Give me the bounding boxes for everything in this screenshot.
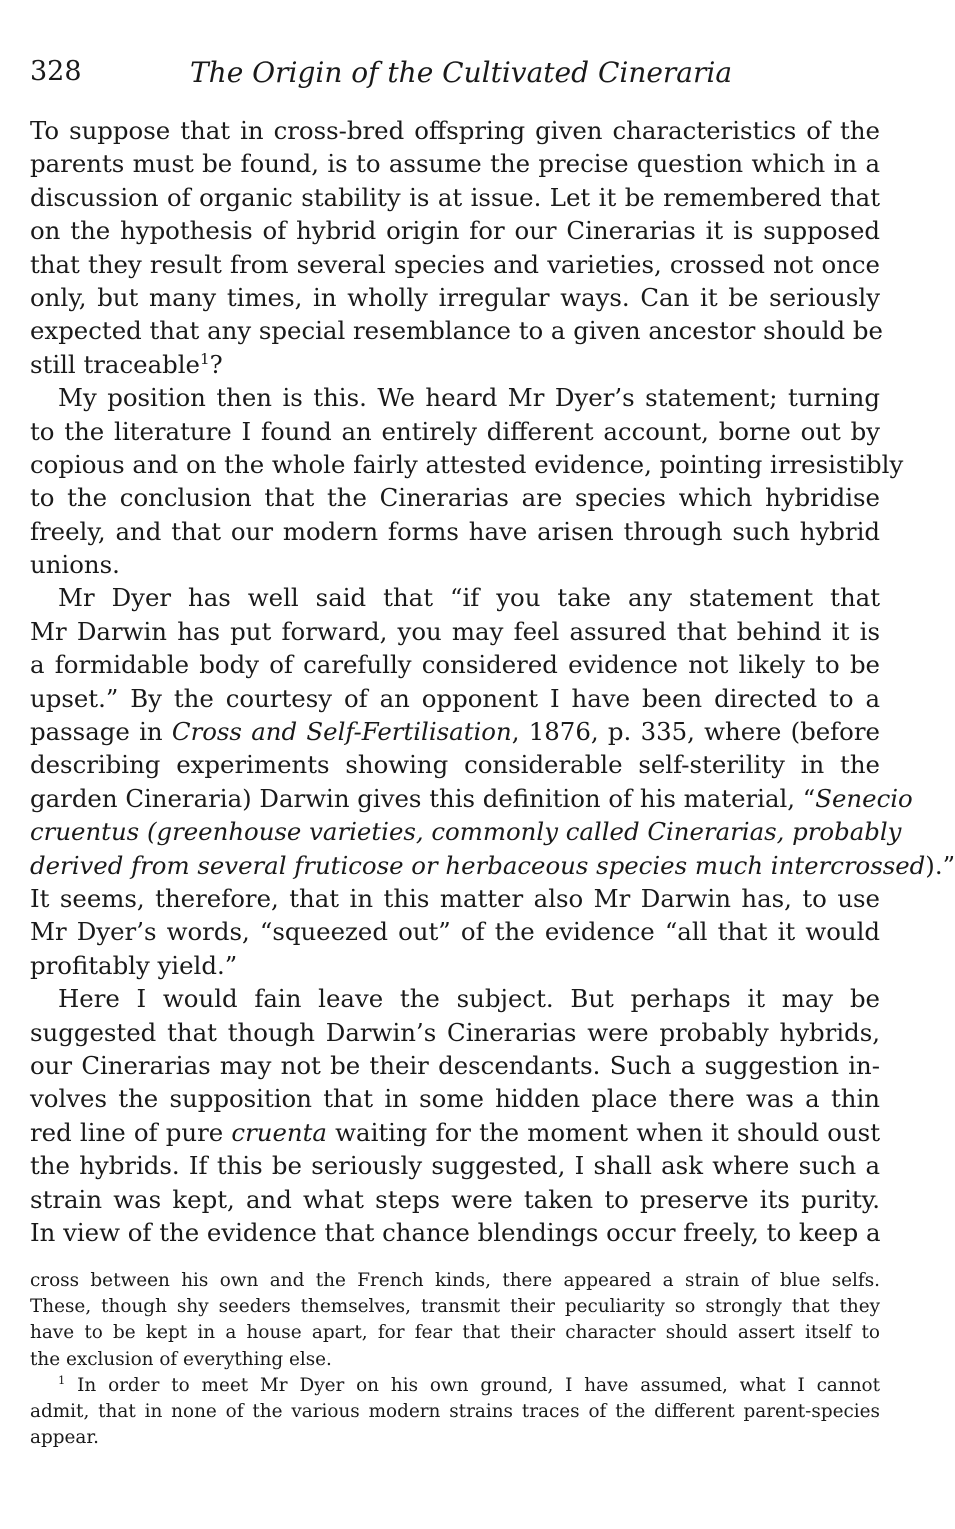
text-line — [30, 1116, 880, 1149]
text-line: It seems, therefore, that in this matter also Mr Darwin has, to use — [30, 883, 880, 913]
text-run: garden Cineraria) Darwin gives this definition of his material, “ — [30, 783, 816, 813]
text-run: still traceable — [30, 349, 200, 379]
text-line — [30, 348, 880, 381]
text-line: expected that any special resemblance to a given ancestor should be — [30, 316, 883, 346]
text-line: copious and on the whole fairly attested evidence, pointing irresistibly — [30, 449, 904, 479]
footnote-ref: 1 — [199, 349, 210, 368]
text-run: , 1876, p. 335, where (before — [511, 717, 880, 747]
page-number: 328 — [30, 56, 82, 87]
text-line: to the conclusion that the Cinerarias are species which hybridise — [30, 483, 880, 513]
text-line: a formidable body of carefully considered evidence not likely to be — [30, 650, 880, 680]
text-line: unions. — [30, 550, 120, 580]
text-line: upset.” By the courtesy of an opponent I have been directed to a — [30, 683, 880, 713]
italic-title: Cross and Self-Fertilisation — [171, 717, 512, 747]
text-run: passage in — [30, 717, 163, 747]
text-line — [30, 849, 955, 882]
text-line: Mr Dyer’s words, “squeezed out” of the evidence “all that it would — [30, 917, 880, 947]
text-line: that they result from several species and varieties, crossed not once — [30, 249, 880, 279]
text-line: freely, and that our modern forms have arisen through such hybrid — [30, 516, 880, 546]
text-run: waiting for the moment when it should oust — [335, 1117, 881, 1147]
text-line: on the hypothesis of hybrid origin for our Cinerarias it is supposed — [30, 216, 880, 246]
text-line: profitably yield.” — [30, 950, 238, 980]
text-run: red line of pure — [30, 1117, 224, 1147]
text-line: Here I would fain leave the subject. But perhaps it may be — [58, 984, 880, 1014]
text-run: ? — [209, 349, 223, 379]
text-run: ).” — [925, 850, 955, 880]
running-title: The Origin of the Cultivated Cineraria — [190, 56, 733, 89]
italic-text: cruentus (greenhouse varieties, commonly called Cinerarias, probably — [30, 817, 902, 847]
text-line: Mr Darwin has put forward, you may feel assured that behind it is — [30, 616, 880, 646]
italic-text: cruenta — [231, 1117, 327, 1147]
text-line: discussion of organic stability is at issue. Let it be remembered that — [30, 182, 880, 212]
italic-text: derived from several fruticose or herbaceous species much intercrossed — [30, 850, 926, 880]
text-line: To suppose that in cross-bred offspring given characteristics of the — [30, 116, 880, 145]
text-line: only, but many times, in wholly irregular ways. Can it be seriously — [30, 282, 880, 312]
text-line: parents must be found, is to assume the precise question which in a — [30, 149, 880, 179]
footnote-line — [30, 1373, 880, 1399]
text-line — [30, 782, 913, 815]
text-line — [30, 815, 902, 848]
text-line: describing experiments showing considerable self-sterility in the — [30, 750, 880, 780]
page-header — [30, 56, 882, 96]
text-line: suggested that though Darwin’s Cinerarias were probably hybrids, — [30, 1017, 880, 1047]
text-run: In order to meet Mr Dyer on his own ground, I have assumed, what I cannot — [77, 1374, 880, 1396]
footnote-marker: 1 — [58, 1372, 66, 1387]
text-line: to the literature I found an entirely different account, borne out by — [30, 416, 880, 446]
text-line: strain was kept, and what steps were taken to preserve its purity. — [30, 1184, 880, 1214]
text-line: volves the supposition that in some hidden place there was a thin — [30, 1084, 880, 1114]
footnote-line: admit, that in none of the various modern strains traces of the different parent-species — [30, 1400, 880, 1422]
footnote-line: have to be kept in a house apart, for fear that their character should assert itself to — [30, 1322, 880, 1344]
text-line: In view of the evidence that chance blendings occur freely, to keep a — [30, 1217, 881, 1247]
text-line — [30, 715, 880, 748]
body-text — [30, 114, 955, 1249]
footnote-line: appear. — [30, 1427, 99, 1449]
text-line: Mr Dyer has well said that “if you take any statement that — [58, 583, 880, 613]
footnote-line: These, though shy seeders themselves, transmit their peculiarity so strongly that they — [30, 1296, 880, 1318]
italic-text: Senecio — [815, 783, 913, 813]
text-line: the hybrids. If this be seriously suggested, I shall ask where such a — [30, 1151, 880, 1181]
footnote-line: cross between his own and the French kinds, there appeared a strain of blue selfs. — [30, 1270, 880, 1291]
footnote-line: the exclusion of everything else. — [30, 1348, 332, 1370]
text-line: My position then is this. We heard Mr Dyer’s statement; turning — [58, 383, 880, 413]
footnotes — [30, 1268, 880, 1451]
text-line: our Cinerarias may not be their descendants. Such a suggestion in- — [30, 1050, 880, 1080]
